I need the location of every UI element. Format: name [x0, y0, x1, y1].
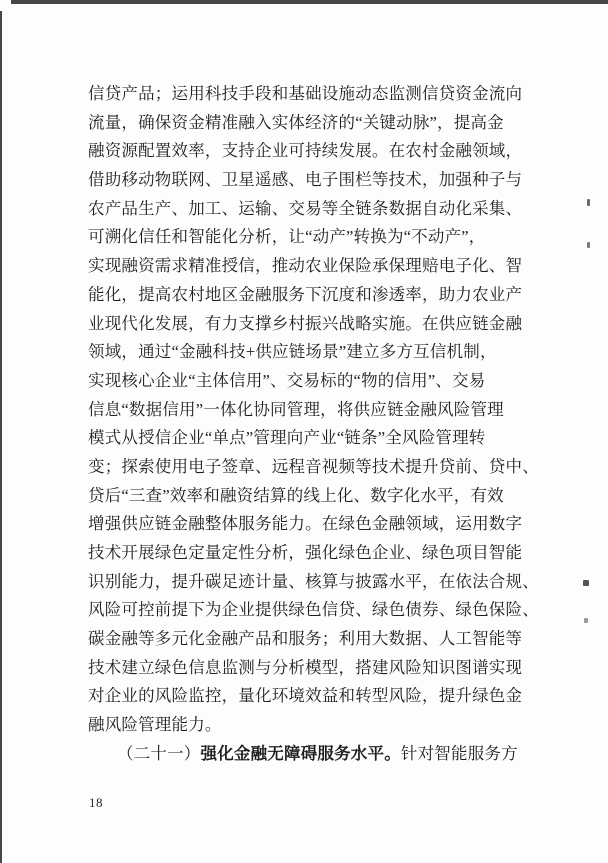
scan-speck: [587, 199, 590, 206]
text-line: 领域，通过“金融科技+供应链场景”建立多方互信机制，: [88, 342, 497, 362]
text-line: 变；探索使用电子签章、远程音视频等技术提升贷前、贷中、: [88, 456, 539, 476]
text-line: 增强供应链金融整体服务能力。在绿色金融领域，运用数字: [88, 514, 523, 534]
text-line: 能化，提高农村地区金融服务下沉度和渗透率，助力农业产: [88, 284, 523, 304]
text-line: 贷后“三查”效率和融资结算的线上化、数字化水平，有效: [88, 485, 504, 505]
page-number: 18: [89, 795, 103, 810]
text-line: 流量，确保资金精准融入实体经济的“关键动脉”，提高金: [88, 112, 504, 132]
paragraph-21-text: 针对智能服务方: [400, 743, 518, 763]
paragraph-21-number: （二十一）: [117, 743, 201, 763]
text-line: 农产品生产、加工、运输、交易等全链条数据自动化采集、: [88, 198, 523, 218]
paragraph-21-heading: 强化金融无障碍服务水平。: [200, 743, 401, 763]
text-line: 融风险管理能力。: [88, 715, 222, 735]
paragraph-21-line: [88, 740, 539, 769]
text-line: 碳金融等多元化金融产品和服务；利用大数据、人工智能等: [88, 629, 523, 649]
body-text: [88, 80, 539, 769]
text-line: 识别能力，提升碳足迹计量、核算与披露水平，在依法合规、: [88, 571, 539, 591]
text-line: 可溯化信任和智能化分析，让“动产”转换为“不动产”，: [88, 227, 486, 247]
text-line: 借助移动物联网、卫星遥感、电子围栏等技术，加强种子与: [88, 170, 523, 190]
scan-edge-left: [0, 11, 2, 863]
text-line: 模式从授信企业“单点”管理向产业“链条”全风险管理转: [88, 428, 486, 448]
text-line: 信贷产品；运用科技手段和基础设施动态监测信贷资金流向: [88, 84, 523, 103]
text-line: 融资源配置效率，支持企业可持续发展。在农村金融领域，: [88, 141, 523, 161]
text-line: 实现融资需求精准授信，推动农业保险承保理赔电子化、智: [88, 256, 523, 276]
scan-speck: [587, 242, 590, 248]
text-line: 业现代化发展，有力支撑乡村振兴战略实施。在供应链金融: [88, 313, 523, 333]
scan-speck: [583, 580, 589, 586]
text-line: 技术开展绿色定量定性分析，强化绿色企业、绿色项目智能: [88, 543, 523, 562]
scan-edge-top: [11, 0, 608, 4]
text-line: 风险可控前提下为企业提供绿色信贷、绿色债券、绿色保险、: [88, 600, 539, 620]
text-line: 信息“数据信用”一体化协同管理，将供应链金融风险管理: [88, 399, 504, 419]
scan-speck: [584, 618, 588, 623]
text-line: 技术建立绿色信息监测与分析模型，搭建风险知识图谱实现: [88, 657, 523, 677]
text-line: 对企业的风险监控，量化环境效益和转型风险，提升绿色金: [88, 686, 523, 706]
text-line: 实现核心企业“主体信用”、交易标的“物的信用”、交易: [88, 370, 486, 390]
